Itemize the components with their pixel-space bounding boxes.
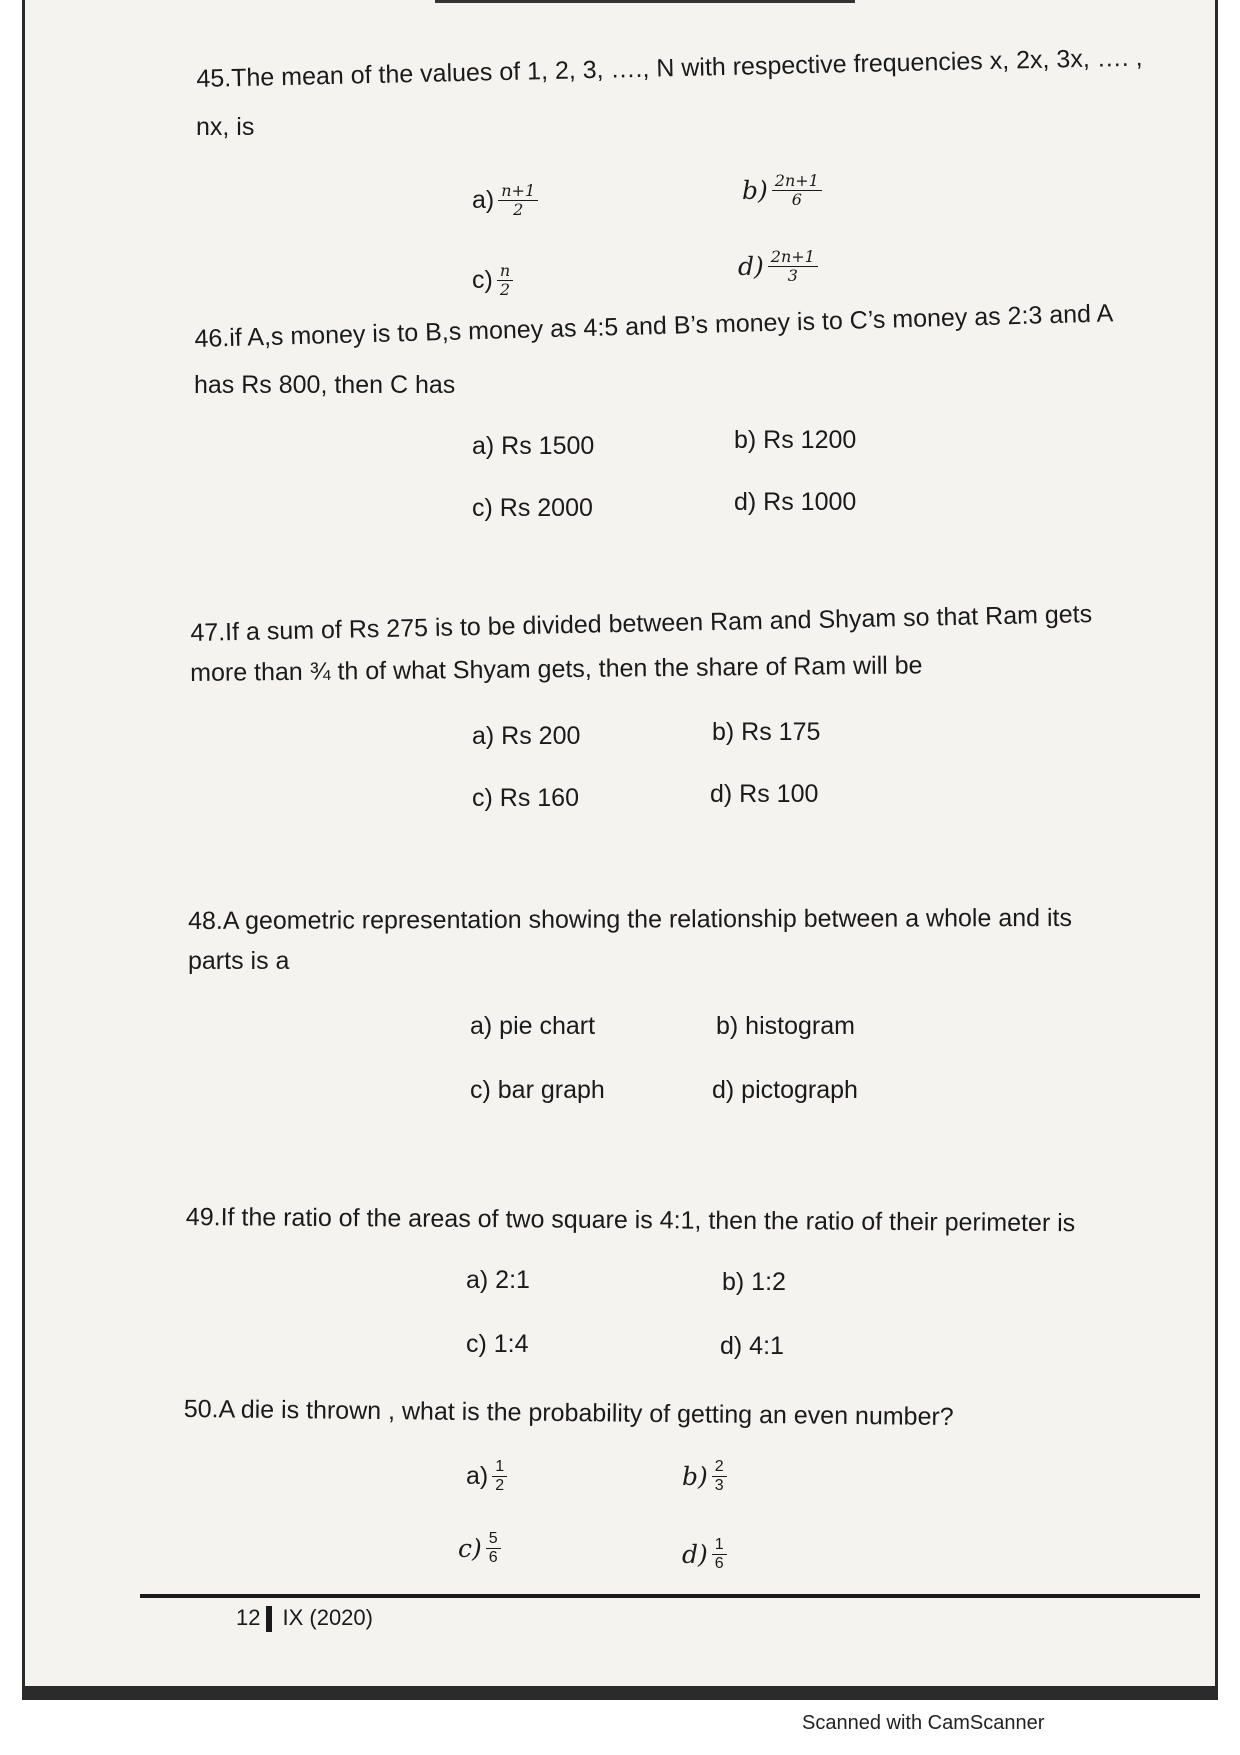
q50-option-d: d) $\frac{1}{6}$ <box>682 1536 727 1573</box>
question-46-text: 46.if A,s money is to B,s money as 4:5 and B’s money is to C’s money as 2:3 and A <box>194 299 1114 353</box>
q48-option-c: c) bar graph <box>470 1076 605 1104</box>
q50-option-b: b) $\frac{2}{3}$ <box>682 1458 727 1495</box>
question-47-text: 47.If a sum of Rs 275 is to be divided between Ram and Shyam so that Ram gets <box>190 600 1093 647</box>
top-edge-line <box>435 0 855 3</box>
scanner-watermark: Scanned with CamScanner <box>802 1712 1045 1734</box>
q50-option-c: c) $\frac{5}{6}$ <box>458 1530 501 1567</box>
q45-option-c: c) $\frac{n}{2}$ <box>472 262 513 299</box>
question-47-text-cont: more than ¾ th of what Shyam gets, then the share of Ram will be <box>190 651 923 687</box>
q46-option-c: c) Rs 2000 <box>472 494 593 522</box>
question-48-text: 48.A geometric representation showing the relationship between a whole and its <box>188 903 1073 935</box>
q45-option-a: a) $\frac{n+1}{2}$ <box>472 182 538 219</box>
q46-option-d: d) Rs 1000 <box>734 488 857 516</box>
q47-option-a: a) Rs 200 <box>472 722 581 750</box>
q48-option-d: d) pictograph <box>712 1076 858 1104</box>
q47-option-b: b) Rs 175 <box>712 718 821 746</box>
q46-option-b: b) Rs 1200 <box>734 426 857 454</box>
q46-option-a: a) Rs 1500 <box>472 432 595 460</box>
footer-rule <box>140 1594 1200 1598</box>
q48-option-a: a) pie chart <box>470 1012 596 1040</box>
question-49-text: 49.If the ratio of the areas of two square is 4:1, then the ratio of their perimeter is <box>185 1202 1076 1238</box>
footer-label: IX (2020) <box>282 1605 373 1630</box>
q49-option-d: d) 4:1 <box>720 1332 784 1360</box>
footer-divider <box>266 1606 272 1632</box>
q49-option-a: a) 2:1 <box>466 1266 530 1294</box>
q45-option-d: d) $\frac{2n+1}{3}$ <box>738 248 818 285</box>
q50-option-a: a) $\frac{1}{2}$ <box>466 1458 507 1495</box>
question-45-text: 45.The mean of the values of 1, 2, 3, …., N with respective frequencies x, 2x, 3x, …. , <box>196 43 1143 93</box>
q47-option-d: d) Rs 100 <box>710 780 819 808</box>
page-number: 12 <box>236 1605 261 1630</box>
q45-option-b: b) $\frac{2n+1}{6}$ <box>742 172 822 209</box>
q49-option-c: c) 1:4 <box>466 1330 529 1358</box>
question-46-text-cont: has Rs 800, then C has <box>194 371 456 399</box>
q47-option-c: c) Rs 160 <box>472 784 579 812</box>
q49-option-b: b) 1:2 <box>722 1268 786 1296</box>
page-footer <box>236 1605 373 1632</box>
q48-option-b: b) histogram <box>716 1012 855 1040</box>
question-48-text-cont: parts is a <box>188 947 290 975</box>
scanned-page <box>22 0 1218 1700</box>
question-45-text-cont: nx, is <box>196 113 255 141</box>
question-50-text: 50.A die is thrown , what is the probability of getting an even number? <box>183 1394 954 1432</box>
